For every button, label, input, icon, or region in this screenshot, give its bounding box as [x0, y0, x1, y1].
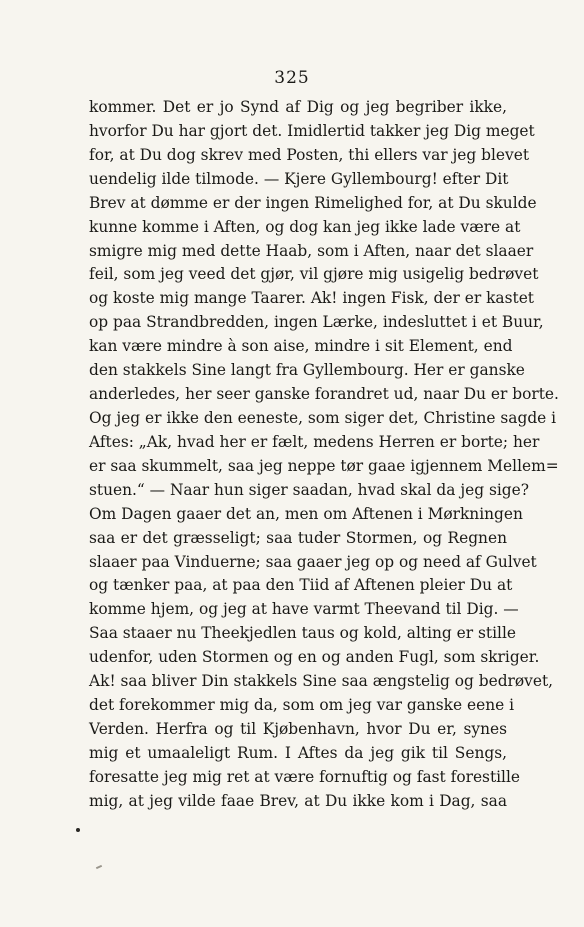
text-line: saa er det græsseligt; saa tuder Stormen, og Regnen — [89, 528, 507, 547]
text-line: mig et umaaleligt Rum. I Aftes da jeg gik til Sengs, — [89, 743, 507, 762]
text-line: den stakkels Sine langt fra Gyllembourg. Her er ganske — [89, 361, 525, 380]
text-line: Saa staaer nu Theekjedlen taus og kold, alting er stille — [89, 624, 516, 643]
text-line: foresatte jeg mig ret at være fornuftig og fast forestille — [89, 767, 521, 786]
page-number: 325 — [274, 68, 310, 88]
text-line: for, at Du dog skrev med Posten, thi ellers var jeg blevet — [89, 145, 530, 164]
text-line: Om Dagen gaaer det an, men om Aftenen i Mørkningen — [89, 504, 523, 523]
paper-speck — [96, 865, 102, 869]
text-line: og tænker paa, at paa den Tiid af Aftenen pleier Du at — [89, 576, 513, 595]
text-line: Verden. Herfra og til Kjøbenhavn, hvor Du er, synes — [89, 719, 507, 738]
text-line: hvorfor Du har gjort det. Imidlertid takker jeg Dig meget — [89, 121, 535, 140]
text-line: Brev at dømme er der ingen Rimelighed for, at Du skulde — [89, 193, 537, 212]
margin-dot — [76, 828, 80, 832]
text-line: er saa skummelt, saa jeg neppe tør gaae igjennem Mellem= — [89, 456, 559, 475]
text-line: anderledes, her seer ganske forandret ud, naar Du er borte. — [89, 385, 559, 404]
text-line: kan være mindre à son aise, mindre i sit Element, end — [89, 337, 513, 356]
text-line: komme hjem, og jeg at have varmt Theevand til Dig. — — [89, 600, 519, 619]
text-line: udenfor, uden Stormen og en og anden Fugl, som skriger. — [89, 648, 540, 667]
text-line: Ak! saa bliver Din stakkels Sine saa ængstelig og bedrøvet, — [89, 672, 554, 691]
page-text — [89, 96, 559, 814]
text-line: og koste mig mange Taarer. Ak! ingen Fisk, der er kastet — [89, 289, 534, 308]
text-line: feil, som jeg veed det gjør, vil gjøre mig usigelig bedrøvet — [89, 265, 539, 284]
text-line: Aftes: „Ak, hvad her er fælt, medens Herren er borte; her — [89, 432, 540, 451]
text-line: stuen.“ — Naar hun siger saadan, hvad skal da jeg sige? — [89, 480, 529, 499]
text-line: slaaer paa Vinduerne; saa gaaer jeg op og need af Gulvet — [89, 552, 537, 571]
text-line: kommer. Det er jo Synd af Dig og jeg begriber ikke, — [89, 98, 507, 116]
text-line: mig, at jeg vilde faae Brev, at Du ikke kom i Dag, saa — [89, 791, 507, 810]
text-line: Og jeg er ikke den eeneste, som siger det, Christine sagde i — [89, 408, 557, 427]
text-line: smigre mig med dette Haab, som i Aften, naar det slaaer — [89, 241, 534, 260]
text-line: kunne komme i Aften, og dog kan jeg ikke lade være at — [89, 217, 521, 236]
text-line: det forekommer mig da, som om jeg var ganske eene i — [89, 696, 515, 715]
text-line: uendelig ilde tilmode. — Kjere Gyllembourg! efter Dit — [89, 169, 509, 188]
text-line: op paa Strandbredden, ingen Lærke, indesluttet i et Buur, — [89, 313, 544, 332]
